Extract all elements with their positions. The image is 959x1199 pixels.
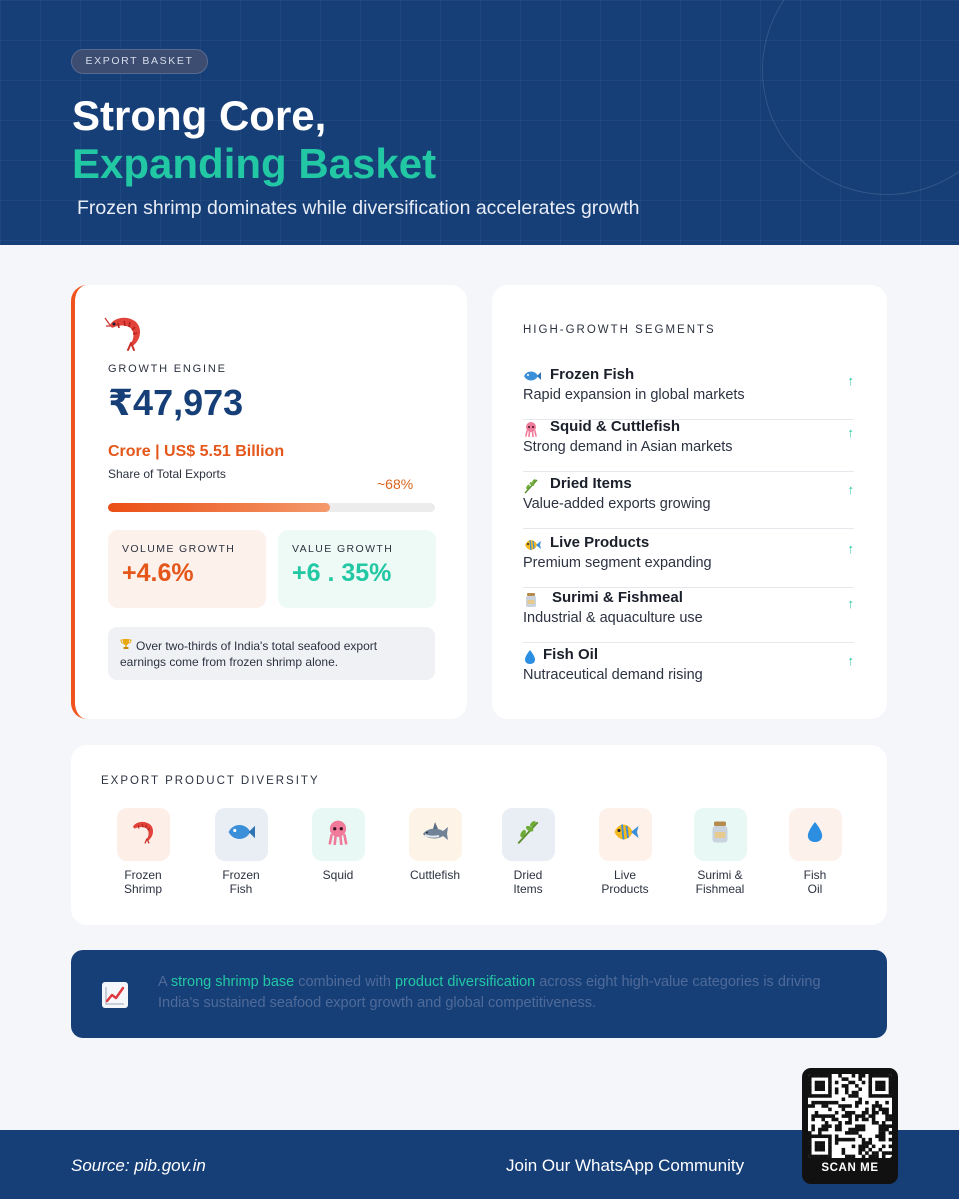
product-frozen-fish [196,808,286,896]
insight-note [108,627,435,680]
summary-part2: combined with [294,974,395,990]
page-title-line1: Strong Core, [72,92,327,139]
jar-icon [708,819,732,850]
segments-heading: HIGH-GROWTH SEGMENTS [523,324,716,336]
product-tile [599,808,652,861]
product-label-line1: Cuttlefish [409,868,461,882]
product-label-line2: Shrimp [123,882,162,896]
product-label-line1: Live [613,868,636,882]
segment-name: Frozen Fish [550,366,635,383]
squid-icon [325,819,351,850]
page-title-line2: Expanding Basket [72,140,437,187]
product-tile [789,808,842,861]
product-label-line2: Products [601,882,649,896]
qr-code[interactable] [808,1074,892,1158]
product-surimi-fishmeal [675,808,765,896]
droplet-icon [805,820,825,849]
product-label-line1: Squid [322,868,354,882]
segment-desc: Nutraceutical demand rising [523,667,703,683]
scan-me-label: SCAN ME [821,1162,879,1174]
share-progress-bar [108,503,435,512]
header [0,0,959,245]
shrimp-icon [104,312,146,359]
segment-item-squid-cuttlefish [523,418,854,472]
summary-part3: across eight high-value categories is driving India's sustained seafood export growth and global competitiveness. [158,974,821,1011]
up-arrow-icon: ↑ [847,425,854,440]
droplet-icon [523,649,543,665]
herb-icon [515,819,541,850]
product-fish-oil [770,808,860,896]
up-arrow-icon: ↑ [847,541,854,556]
page-subtitle: Frozen shrimp dominates while diversification accelerates growth [77,197,640,219]
product-label-line1: Fish [803,868,827,882]
volume-growth-label: VOLUME GROWTH [122,543,236,555]
product-label-line1: Frozen [124,868,162,882]
diversity-heading: EXPORT PRODUCT DIVERSITY [101,775,320,787]
export-value-unit: Crore | US$ 5.51 Billion [108,443,285,460]
product-label-line1: Dried [513,868,543,882]
segment-desc: Industrial & aquaculture use [523,610,703,626]
segment-item-live-products [523,534,854,588]
summary-text [158,972,858,1014]
squid-icon [523,421,543,437]
up-arrow-icon: ↑ [847,653,854,668]
product-label-line2: Fish [229,882,253,896]
share-progress-fill [108,503,330,512]
product-label-line1: Frozen [222,868,260,882]
shrimp-icon [129,818,157,851]
segment-desc: Rapid expansion in global markets [523,387,745,403]
segment-desc: Value-added exports growing [523,496,711,512]
product-label-line1: Surimi & [697,868,743,882]
product-diversity-card [71,745,887,925]
value-growth-value: +6 . 35% [292,559,392,587]
product-cuttlefish [390,808,480,882]
product-label-line2: Fishmeal [695,882,745,896]
chart-increasing-icon [101,981,129,1014]
fish-icon [523,369,543,385]
segment-name: Fish Oil [543,646,599,663]
section-badge: EXPORT BASKET [71,49,208,74]
product-frozen-shrimp [98,808,188,896]
export-value: ₹47,973 [108,382,244,423]
whatsapp-community-link[interactable]: Join Our WhatsApp Community [506,1156,745,1175]
segment-name: Live Products [550,534,650,551]
product-tile [694,808,747,861]
segment-desc: Strong demand in Asian markets [523,439,733,455]
segment-desc: Premium segment expanding [523,555,712,571]
volume-growth-value: +4.6% [122,559,194,587]
insight-note-text: Over two-thirds of India's total seafood export earnings come from frozen shrimp alone. [120,639,378,669]
growth-engine-card [71,285,467,719]
segment-name: Surimi & Fishmeal [552,589,683,606]
jar-icon [523,592,543,608]
volume-growth-box [108,530,266,608]
segment-name: Squid & Cuttlefish [550,418,680,435]
segment-name: Dried Items [550,475,632,492]
product-tile [409,808,462,861]
growth-engine-label: GROWTH ENGINE [108,363,227,375]
source-text: Source: pib.gov.in [71,1156,206,1175]
share-label: Share of Total Exports [108,467,226,481]
product-tile [312,808,365,861]
product-tile [117,808,170,861]
up-arrow-icon: ↑ [847,482,854,497]
value-growth-label: VALUE GROWTH [292,543,394,555]
trophy-icon [120,638,132,654]
share-percent: ~68% [377,476,414,492]
shark-icon [421,820,449,849]
product-label-line2: Oil [807,882,823,896]
up-arrow-icon: ↑ [847,596,854,611]
tropical-fish-icon [523,537,543,553]
value-growth-box [278,530,436,608]
segment-item-fish-oil [523,646,854,700]
summary-banner [71,950,887,1038]
summary-highlight-diversification: product diversification [394,974,536,990]
summary-highlight-shrimp: strong shrimp base [170,974,295,990]
product-tile [215,808,268,861]
up-arrow-icon: ↑ [847,373,854,388]
segment-item-frozen-fish [523,366,854,420]
qr-code-block[interactable] [802,1068,898,1184]
summary-part1: A [158,974,171,990]
fish-icon [227,821,255,848]
product-dried-items [483,808,573,896]
product-tile [502,808,555,861]
high-growth-segments-card [492,285,887,719]
product-live-products [580,808,670,896]
segment-item-dried-items [523,475,854,529]
herb-icon [523,478,543,494]
decorative-ring [762,0,959,195]
segment-item-surimi-fishmeal [523,589,854,643]
tropical-fish-icon [611,820,639,849]
product-squid [293,808,383,882]
product-label-line2: Items [513,882,543,896]
